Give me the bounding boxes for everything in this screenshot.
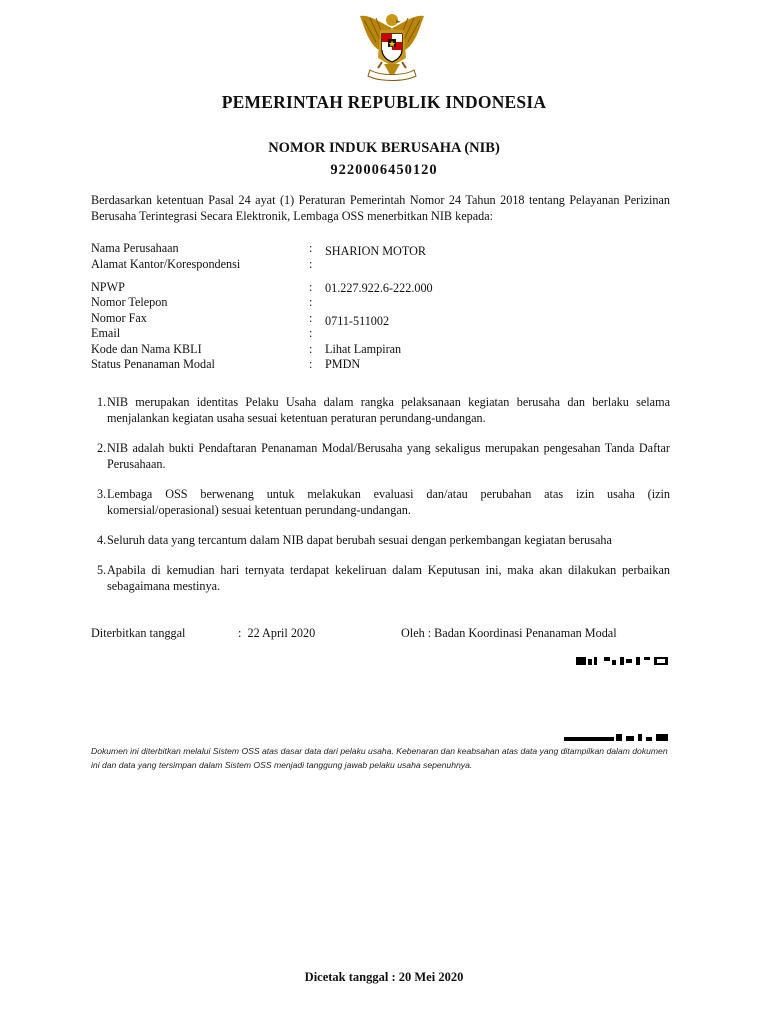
field-value: 0711-511002 bbox=[325, 313, 390, 328]
field-row-email bbox=[91, 326, 670, 342]
field-separator: : bbox=[309, 279, 313, 294]
note-text: Lembaga OSS berwenang untuk melakukan evaluasi dan/atau perubahan atas izin usaha (izin komersial/operasional) sesuai ketentuan perundang-undangan. bbox=[107, 487, 670, 517]
qr-code-fragment-icon bbox=[576, 652, 668, 660]
company-fields bbox=[91, 241, 670, 373]
qr-code-bottom-fragment-icon bbox=[564, 728, 668, 735]
field-separator: : bbox=[309, 256, 313, 271]
field-label: Nomor Fax bbox=[91, 310, 147, 325]
note-number: 3. bbox=[97, 487, 107, 501]
note-number: 4. bbox=[97, 533, 107, 547]
note-item bbox=[91, 532, 670, 548]
field-separator: : bbox=[309, 326, 313, 340]
field-label: Nama Perusahaan bbox=[91, 241, 179, 255]
field-row-company-name bbox=[91, 241, 670, 257]
field-label: NPWP bbox=[91, 279, 125, 294]
government-title: PEMERINTAH REPUBLIK INDONESIA bbox=[221, 92, 547, 112]
disclaimer-text: Dokumen ini diterbitkan melalui Sistem OSS atas dasar data dari pelaku usaha. Kebenaran dan keabsahan atas data yang ditampilkan dalam dokumen ini dan data yang tersimpan dalam Sistem OSS menjadi tanggung jawab pelaku usaha sepenuhnya. bbox=[91, 746, 668, 770]
field-separator: : bbox=[309, 295, 313, 309]
field-row-address bbox=[91, 257, 670, 273]
field-label: Kode dan Nama KBLI bbox=[91, 341, 202, 356]
field-row-fax bbox=[91, 311, 670, 327]
field-label: Nomor Telepon bbox=[91, 295, 168, 309]
field-row-investment-status bbox=[91, 357, 670, 373]
field-row-npwp bbox=[91, 272, 670, 295]
note-text: NIB adalah bukti Pendaftaran Penanaman Modal/Berusaha yang sekaligus merupakan pengesahan Tanda Daftar Perusahaan. bbox=[107, 441, 670, 471]
field-label: Alamat Kantor/Korespondensi bbox=[91, 256, 241, 271]
field-separator: : bbox=[309, 310, 313, 325]
issued-date: : 22 April 2020 bbox=[238, 626, 316, 640]
field-value: 01.227.922.6-222.000 bbox=[325, 281, 433, 295]
intro-paragraph: Berdasarkan ketentuan Pasal 24 ayat (1) Peraturan Pemerintah Nomor 24 Tahun 2018 tentang Pelayanan Perizinan Berusaha Terintegrasi Secara Elektronik, Lembaga OSS menerbitkan NIB kepada: bbox=[91, 193, 670, 223]
field-separator: : bbox=[309, 241, 313, 255]
note-item bbox=[91, 440, 670, 472]
document-title: NOMOR INDUK BERUSAHA (NIB) bbox=[268, 140, 500, 156]
field-row-phone bbox=[91, 295, 670, 311]
garuda-emblem-icon bbox=[352, 6, 432, 86]
note-item bbox=[91, 394, 670, 426]
note-item bbox=[91, 562, 670, 594]
field-value: SHARION MOTOR bbox=[325, 244, 427, 258]
field-row-kbli bbox=[91, 342, 670, 358]
note-text: Seluruh data yang tercantum dalam NIB dapat berubah sesuai dengan perkembangan kegiatan berusaha bbox=[107, 533, 612, 547]
field-value: PMDN bbox=[325, 357, 361, 371]
note-number: 2. bbox=[97, 441, 107, 455]
note-text: NIB merupakan identitas Pelaku Usaha dalam rangka pelaksanaan kegiatan berusaha dan berlaku selama menjalankan kegiatan usaha sesuai ketentuan peraturan perundang-undangan. bbox=[107, 395, 670, 425]
note-item bbox=[91, 486, 670, 518]
field-value: Lihat Lampiran bbox=[325, 341, 402, 356]
issued-label: Diterbitkan tanggal bbox=[91, 626, 186, 640]
field-label: Email bbox=[91, 326, 121, 340]
notes-list bbox=[91, 394, 670, 594]
printed-date: Dicetak tanggal : 20 Mei 2020 bbox=[304, 970, 464, 984]
note-text: Apabila di kemudian hari ternyata terdapat kekeliruan dalam Keputusan ini, maka akan dilakukan perbaikan sebagaimana mestinya. bbox=[107, 563, 670, 593]
field-separator: : bbox=[309, 341, 313, 356]
note-number: 1. bbox=[97, 395, 107, 409]
issuer-text: Oleh : Badan Koordinasi Penanaman Modal bbox=[401, 626, 617, 640]
field-label: Status Penanaman Modal bbox=[91, 357, 215, 371]
note-number: 5. bbox=[97, 563, 107, 577]
nib-number: 9220006450120 bbox=[330, 162, 438, 178]
field-separator: : bbox=[309, 357, 313, 371]
